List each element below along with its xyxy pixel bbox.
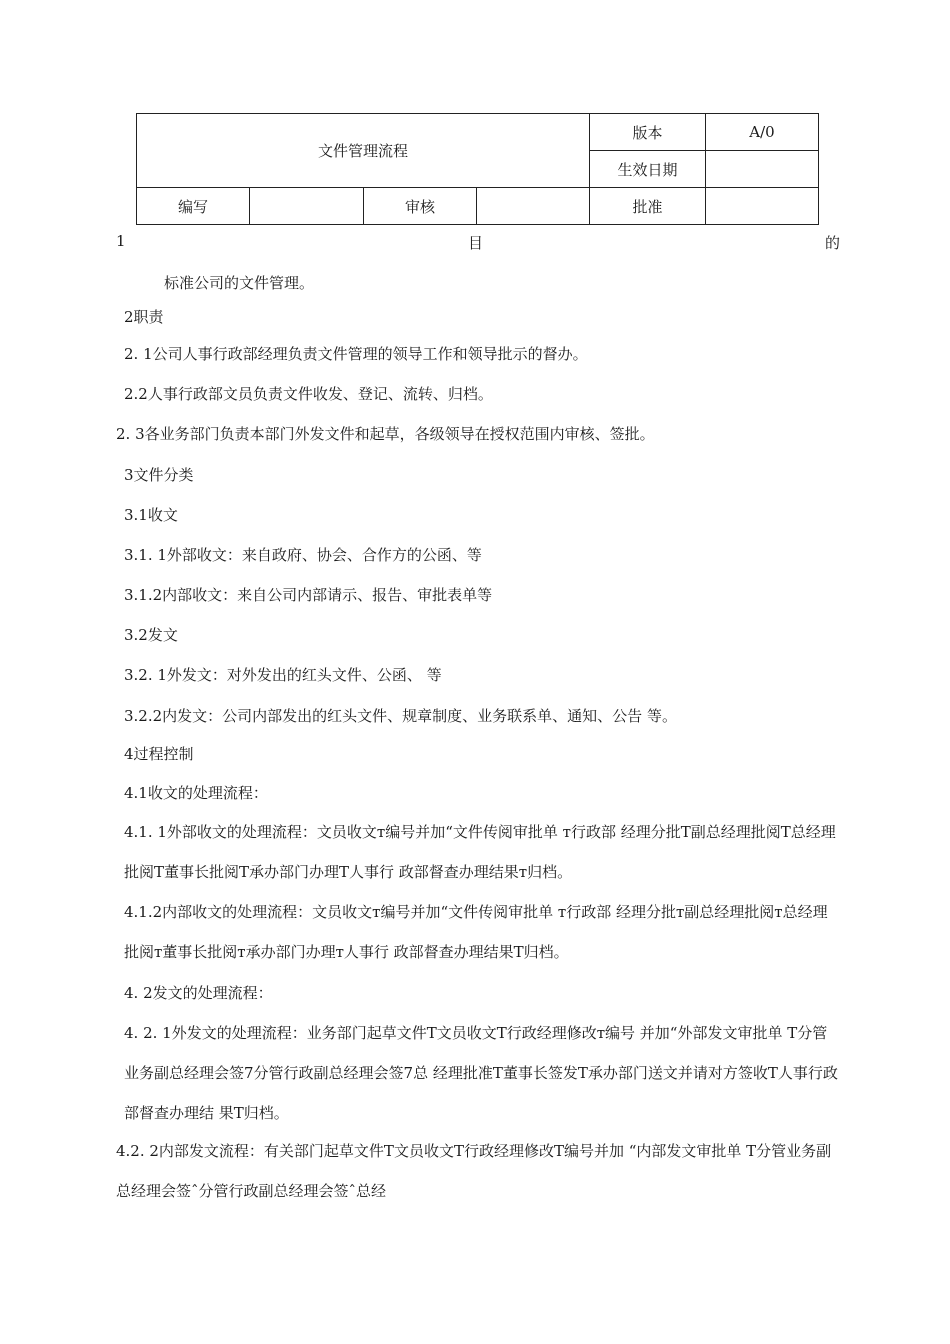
clause-3-2: 3.2发文 (124, 626, 178, 644)
section-1-number: 1 (116, 232, 126, 250)
clause-4-1-2: 4.1.2内部收文的处理流程：文员收文ᴛ编号并加“文件传阅审批单 ᴛ行政部 经理分批ᴛ副总经理批阅ᴛ总经理批阅ᴛ董事长批阅ᴛ承办部门办理ᴛ人事行 政部督查办理结果T归档。 (124, 903, 828, 961)
clause-2-1: 2. 1公司人事行政部经理负责文件管理的领导工作和领导批示的督办。 (124, 345, 588, 363)
effective-date-label: 生效日期 (590, 151, 706, 188)
clause-3-1: 3.1收文 (124, 506, 178, 524)
document-title: 文件管理流程 (137, 114, 590, 188)
section-4-heading: 4过程控制 (124, 745, 194, 763)
section-1-heading-mid: 目 (468, 234, 484, 252)
clause-4-1: 4.1收文的处理流程： (124, 784, 268, 802)
section-1-heading-end: 的 (824, 234, 840, 252)
clause-3-1-1: 3.1. 1外部收文：来自政府、协会、合作方的公函、等 (124, 546, 482, 564)
clause-4-2-1: 4. 2. 1外发文的处理流程：业务部门起草文件T文员收文T行政经理修改ᴛ编号 并加“外部发文审批单 T分管业务副总经理会签7分管行政副总经理会签7总 经理批准T董事长签发T承办部门送文并请对方签收T人事行政部督查办理结 果T归档。 (124, 1024, 838, 1122)
clause-4-2: 4. 2发文的处理流程： (124, 984, 273, 1002)
version-label: 版本 (590, 114, 706, 151)
clause-3-2-1: 3.2. 1外发文：对外发出的红头文件、公函、 等 (124, 666, 442, 684)
author-value (250, 188, 364, 225)
section-2-heading: 2职责 (124, 308, 164, 326)
version-value: A/0 (706, 114, 819, 151)
clause-2-2: 2.2人事行政部文员负责文件收发、登记、流转、归档。 (124, 385, 493, 403)
reviewer-value (477, 188, 590, 225)
reviewer-label: 审核 (364, 188, 477, 225)
author-label: 编写 (137, 188, 250, 225)
document-header-table (136, 113, 819, 225)
clause-3-1-2: 3.1.2内部收文：来自公司内部请示、报告、审批表单等 (124, 586, 493, 604)
clause-2-3: 2. 3各业务部门负责本部门外发文件和起草，各级领导在授权范围内审核、签批。 (116, 425, 655, 443)
effective-date-value (706, 151, 819, 188)
section-3-heading: 3文件分类 (124, 466, 194, 484)
clause-4-2-2: 4.2. 2内部发文流程：有关部门起草文件T文员收文T行政经理修改T编号并加 “内部发文审批单 T分管业务副总经理会签ˆ分管行政副总经理会签ˆ总经 (116, 1142, 832, 1200)
approver-value (706, 188, 819, 225)
clause-4-1-1: 4.1. 1外部收文的处理流程：文员收文ᴛ编号并加“文件传阅审批单 ᴛ行政部 经理分批T副总经理批阅T总经理批阅T董事长批阅T承办部门办理T人事行 政部督查办理结果ᴛ归档。 (124, 823, 836, 881)
clause-3-2-2: 3.2.2内发文：公司内部发出的红头文件、规章制度、业务联系单、通知、公告 等。 (124, 707, 677, 725)
purpose-text: 标准公司的文件管理。 (164, 274, 315, 292)
approver-label: 批准 (590, 188, 706, 225)
section-1-heading (116, 232, 840, 252)
